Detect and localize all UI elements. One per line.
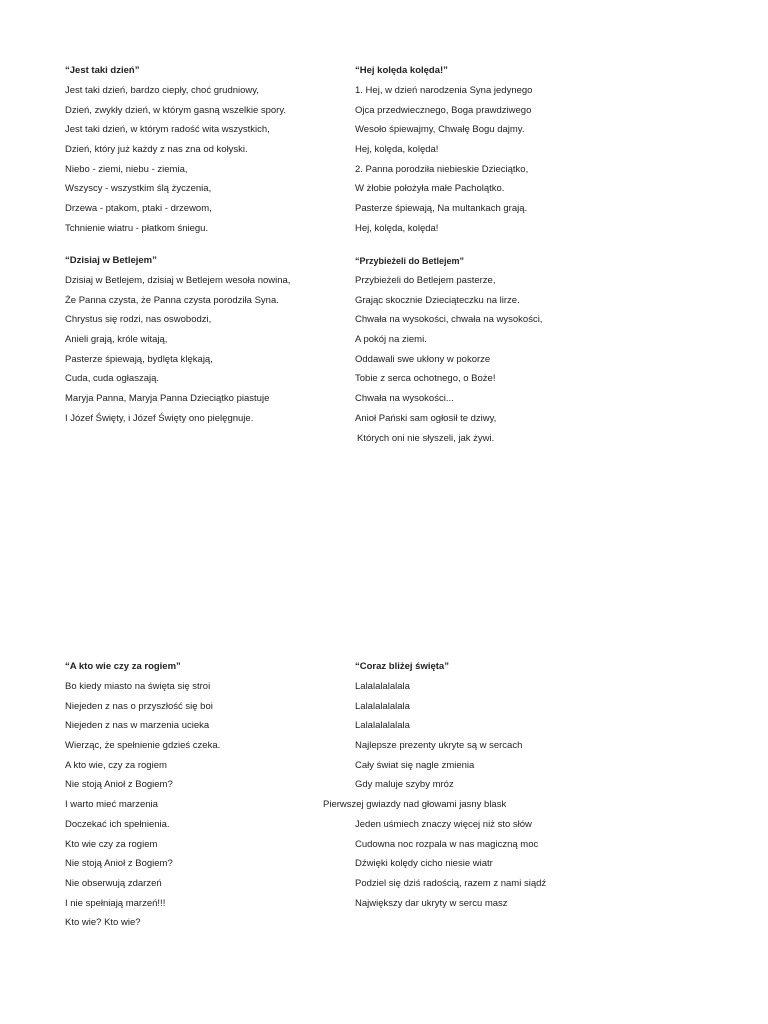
song-jest-taki-dzien — [65, 66, 286, 244]
lyric-line: Najlepsze prezenty ukryte są w sercach — [355, 740, 523, 752]
lyric-line: Wszyscy - wszystkim ślą życzenia, — [65, 183, 212, 195]
lyric-line: Lalalalalalala — [355, 700, 410, 712]
lyric-line: Wesoło śpiewajmy, Chwałę Bogu dajmy. — [355, 124, 525, 136]
lyric-line: Doczekać ich spełnienia. — [65, 818, 170, 830]
lyric-line: Nie stoją Anioł z Bogiem? — [65, 858, 173, 870]
lyric-line: I warto mieć marzenia — [65, 799, 158, 811]
song-title: “Przybieżeli do Betlejem” — [355, 256, 465, 266]
lyric-line: Anioł Pański sam ogłosił te dziwy, — [355, 412, 497, 424]
lyric-line: 1. Hej, w dzień narodzenia Syna jedynego — [355, 85, 533, 96]
lyric-line: A kto wie, czy za rogiem — [65, 759, 167, 771]
lyric-line: Hej, kolęda, kolęda! — [355, 222, 439, 234]
lyric-line: Dzień, zwykły dzień, w którym gasną wszelkie spory. — [65, 104, 287, 116]
lyric-line: Jest taki dzień, w którym radość wita wszystkich, — [65, 124, 270, 136]
song-przybiezeli-do-betlejem — [355, 256, 542, 453]
lyric-line: Tchnienie wiatru - płatkom śniegu. — [65, 222, 209, 234]
lyric-line: Dzień, który już każdy z nas zna od kołyski. — [65, 144, 248, 156]
song-title: “Hej kolęda kolęda!” — [355, 65, 448, 76]
lyric-line: 2. Panna porodziła niebieskie Dzieciątko, — [355, 163, 529, 175]
lyric-line: Drzewa - ptakom, ptaki - drzewom, — [65, 203, 212, 215]
lyric-line: Chwała na wysokości, chwała na wysokości, — [355, 314, 543, 326]
lyric-line: Niebo - ziemi, niebu - ziemia, — [65, 163, 188, 175]
lyric-line: Wierząc, że spełnienie gdzieś czeka. — [65, 740, 221, 752]
lyric-line: Tobie z serca ochotnego, o Boże! — [355, 373, 496, 385]
lyric-line: Grając skocznie Dzieciąteczku na lirze. — [355, 294, 520, 306]
lyric-line: Gdy maluje szyby mróz — [355, 779, 454, 791]
lyric-line: Pasterze śpiewają, bydlęta klękają, — [65, 353, 213, 365]
lyric-line: Chwała na wysokości... — [355, 393, 454, 405]
lyric-line: Jeden uśmiech znaczy więcej niż sto słów — [355, 818, 532, 830]
song-a-kto-wie-czy-za-rogiem — [65, 662, 220, 938]
lyric-line: Jest taki dzień, bardzo ciepły, choć grudniowy, — [65, 85, 259, 96]
lyric-line: Podziel się dziś radością, razem z nami siądź — [355, 877, 547, 889]
lyric-line: Że Panna czysta, że Panna czysta porodziła Syna. — [65, 294, 279, 306]
lyric-line: Nie obserwują zdarzeń — [65, 877, 162, 889]
lyric-line: Pasterze śpiewają, Na multankach grają. — [355, 203, 528, 215]
lyric-line: Niejeden z nas w marzenia ucieka — [65, 720, 210, 732]
lyric-line: Lalalalalalala — [355, 720, 410, 732]
lyric-line: Pierwszej gwiazdy nad głowami jasny blask — [323, 799, 507, 811]
lyric-line: Cudowna noc rozpala w nas magiczną moc — [355, 838, 539, 850]
lyric-line: Bo kiedy miasto na święta się stroi — [65, 681, 211, 692]
song-title: “Jest taki dzień” — [65, 65, 140, 76]
lyric-line: Kto wie? Kto wie? — [65, 917, 141, 929]
lyric-line: Których oni nie słyszeli, jak żywi. — [357, 432, 495, 444]
lyric-line: Ojca przedwiecznego, Boga prawdziwego — [355, 104, 532, 116]
lyric-line: Maryja Panna, Maryja Panna Dzieciątko piastuje — [65, 393, 270, 405]
lyric-line: Dzisiaj w Betlejem, dzisiaj w Betlejem wesoła nowina, — [65, 275, 291, 286]
lyric-line: Dźwięki kolędy cicho niesie wiatr — [355, 858, 493, 870]
lyric-line: I Józef Święty, i Józef Święty ono pielęgnuje. — [65, 412, 254, 424]
lyric-line: Kto wie czy za rogiem — [65, 838, 158, 850]
lyric-line: Oddawali swe ukłony w pokorze — [355, 353, 491, 365]
lyric-line: Największy dar ukryty w sercu masz — [355, 897, 508, 909]
lyric-line: Chrystus się rodzi, nas oswobodzi, — [65, 314, 212, 326]
song-hej-koleda — [355, 66, 532, 244]
song-coraz-blizej-swieta — [323, 661, 547, 918]
lyric-line: Cały świat się nagle zmienia — [355, 759, 475, 771]
lyric-line: Anieli grają, króle witają, — [65, 334, 168, 346]
lyric-line: Lalalalalalala — [355, 681, 410, 692]
lyric-line: Niejeden z nas o przyszłość się boi — [65, 700, 213, 712]
song-title: “A kto wie czy za rogiem” — [65, 661, 181, 672]
lyric-line: I nie spełniają marzeń!!! — [65, 897, 166, 909]
song-title: “Dzisiaj w Betlejem” — [65, 255, 157, 266]
lyric-line: Przybieżeli do Betlejem pasterze, — [355, 275, 496, 286]
lyric-line: Nie stoją Anioł z Bogiem? — [65, 779, 173, 791]
lyric-line: Cuda, cuda ogłaszają. — [65, 373, 160, 385]
lyric-line: A pokój na ziemi. — [355, 334, 427, 346]
song-title: “Coraz bliżej święta” — [355, 661, 449, 672]
lyric-line: Hej, kolęda, kolęda! — [355, 144, 439, 156]
lyric-line: W żłobie położyła małe Pacholątko. — [355, 183, 505, 195]
song-dzisiaj-w-betlejem — [65, 256, 290, 434]
